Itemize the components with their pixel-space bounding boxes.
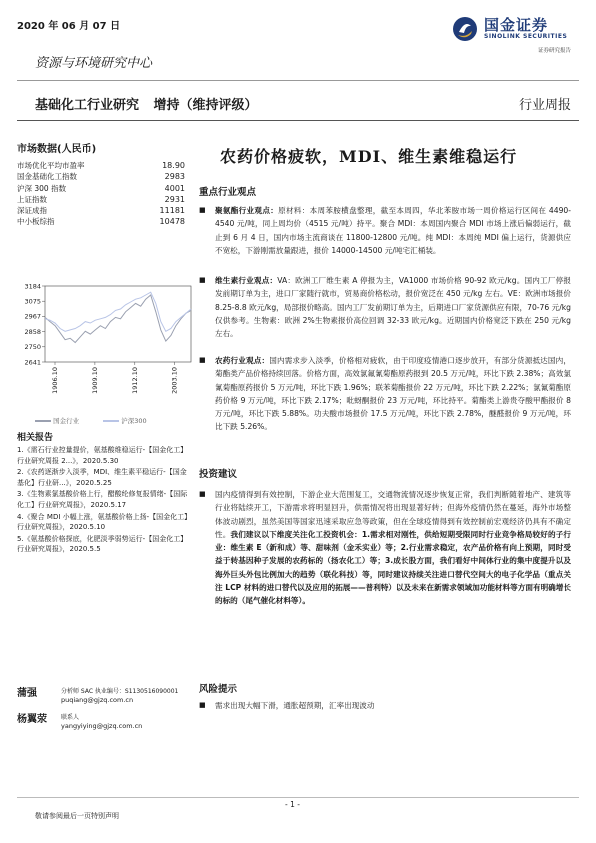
related-report-item[interactable]: 2.《农药逐渐步入淡季，MDI、维生素平稳运行-【国金基化】行业研...》，2020.5.25 (17, 468, 187, 487)
market-data-label: 中小板综指 (17, 217, 55, 227)
brand-subtitle: 证券研究报告 (538, 48, 572, 54)
bullet-icon: ■ (199, 206, 206, 214)
market-data-value: 10478 (159, 217, 185, 227)
paragraph-body: VA：欧洲工厂维生素 A 停报为主，VA1000 市场价格 90-92 欧元/kg。国内工厂停报发前期订单为主，进口厂家随行就市，贸易商价格松动，报价宽泛在 450 元/kg 左右。VE：欧洲市场报价 8.25-8.8 欧元/kg，局部报价略高。国内工厂发前期订单为主，后期进口厂家货源供应有限，70-76 元/kg 仅供参考。生物素：欧洲 2%生物素报价高位回调 32-33 欧元/kg。近期国内价格宽泛下跌在 250 元/kg 左右。 (215, 276, 571, 339)
market-data-title: 市场数据(人民币) (17, 144, 97, 155)
related-report-item[interactable]: 5.《氨基酸价格探底，化肥淡季弱势运行-【国金化工】行业研究周报》，2020.5.5 (17, 534, 188, 554)
y-tick-label: 2967 (24, 312, 41, 321)
title-divider (17, 120, 579, 121)
paragraph-investment (199, 488, 571, 608)
paragraph-vitamin (199, 274, 571, 340)
analysts-panel (17, 684, 192, 730)
chart-legend (35, 416, 147, 425)
paragraph-heading: 农药行业观点： (215, 356, 270, 365)
paragraph-body: 需求出现大幅下滑，通胀超预期，汇率出现波动 (215, 701, 375, 710)
rating: 增持（维持评级） (153, 98, 258, 113)
analyst-1 (17, 684, 192, 704)
market-data-value: 18.90 (162, 161, 185, 170)
industry-rating (35, 94, 258, 113)
market-data-row (17, 183, 185, 194)
market-data-value: 2931 (164, 194, 185, 204)
y-tick-label: 3184 (24, 282, 41, 291)
market-data-value: 11181 (159, 206, 185, 216)
bullet-icon: ■ (199, 356, 206, 364)
section-key-views: 重点行业观点 (199, 187, 257, 198)
related-reports-list (17, 445, 192, 556)
legend-industry: 国金行业 (53, 417, 80, 425)
report-title: 农药价格疲软，MDI、维生素维稳运行 (220, 147, 518, 166)
paragraph-emphasis: 我们建议以下维度关注化工投资机会：1.需求相对刚性，供给短期受限同时行业竞争格局较好的子行业：维生素 E（新和成）等、甜味剂（金禾实业）等；2.行业需求稳定，农产品价格有向上预期，同时受益于转基因种子发展的农药标的（扬农化工）等；3.成长股方面，我们看好中间体行业的集中度提升以及海外巨头外包比例加大的趋势（联化科技）等，同时建议持续关注进口替代空间大的电子化学品（重点关注 LCP 材料的进口替代以及应用的拓展——普利特）以及未来在新需求领域加功能材料等方面有明确增长的标的（尾气催化材料等）。 (215, 529, 572, 606)
y-tick-label: 2750 (24, 343, 41, 352)
related-report-item[interactable]: 1.《需石行业控量提价，氨基酸维稳运行-【国金化工】行业研究周报 2...》，2020.5.30 (17, 446, 188, 465)
bullet-icon: ■ (199, 276, 206, 284)
legend-swatch-industry (35, 420, 51, 422)
analyst-email[interactable]: puqiang@gjzq.com.cn (61, 696, 134, 704)
market-data-row (17, 205, 185, 216)
market-data-row (17, 194, 185, 205)
series-line-2 (45, 292, 191, 331)
related-report-item[interactable]: 4.《聚合 MDI 小幅上涨，氨基酸价格上扬-【国金化工】行业研究周报》，2020.5.10 (17, 512, 192, 532)
brand-name-en: SINOLINK SECURITIES (484, 33, 568, 40)
sinolink-logo-icon (452, 16, 478, 42)
market-data-panel (17, 140, 185, 228)
analyst-name: 蒲强 (17, 688, 37, 699)
market-data-row (17, 171, 185, 182)
chart-frame (45, 286, 191, 362)
bullet-icon: ■ (199, 701, 206, 709)
disclaimer: 敬请参阅最后一页特别声明 (35, 812, 119, 820)
paragraph-heading: 维生素行业观点： (215, 276, 278, 285)
paragraph-risk (199, 699, 571, 712)
paragraph-polyurethane (199, 204, 571, 257)
market-data-label: 深证成指 (17, 206, 47, 216)
paragraph-body: 国内疫情得到有效控制，下游企业大范围复工，交通物流情况逐步恢复正常，我们判断随着地产、建筑等行业将陆续开工，下游需求将明显回升，供需情况将出现显著好转；但海外疫情仍然在蔓延，海外市场整体波动剧烈，虽然美国等国家迅速采取应急等政策，但在全球疫情得到有效控制前宏观经济仍具有不确定性。 (215, 490, 571, 539)
x-tick-label: 2003.10 (170, 367, 179, 394)
x-tick-label: 1906.10 (51, 367, 59, 394)
footer-divider (17, 797, 579, 798)
paragraph-body: 原材料：本周苯胺横盘整理，截至本周四，华北苯胺市场一周价格运行区间在 4490-4540 元/吨，同上周均价（4515 元/吨）持平。聚合 MDI：本周国内聚合 MDI 市场上涨后偏弱运行，截止到 6 月 4 日，国内市场主流商谈在 11800-12800 元/吨。纯 MDI：本周纯 MDI 偏上运行，货源供应不宽松，下游刚需放量跟进，报价 14000-14500 元/吨宅汇桶装。 (215, 206, 571, 255)
index-line-chart (17, 280, 197, 410)
analyst-meta: 分析师 SAC 执业编号：S1130516090001 (61, 688, 179, 695)
analyst-name: 杨翼荥 (17, 714, 47, 725)
header-divider (17, 80, 579, 81)
market-data-label: 市场优化平均市盈率 (17, 161, 85, 170)
analyst-2 (17, 710, 192, 730)
market-data-label: 沪深 300 指数 (17, 183, 67, 193)
research-center: 资源与环境研究中心 (35, 56, 153, 71)
paragraph-pesticide (199, 354, 571, 434)
report-date: 2020 年 06 月 07 日 (17, 21, 121, 32)
legend-hs300: 沪深300 (121, 417, 147, 425)
analyst-email[interactable]: yangyiying@gjzq.com.cn (61, 722, 143, 730)
brand-logo (452, 10, 582, 58)
paragraph-heading: 聚氨酯行业观点： (215, 206, 279, 215)
market-data-row (17, 160, 185, 171)
section-risk: 风险提示 (199, 684, 238, 695)
y-tick-label: 2858 (24, 327, 41, 336)
y-tick-label: 3075 (24, 297, 41, 306)
market-data-label: 上证指数 (17, 194, 47, 204)
market-data-row (17, 216, 185, 227)
related-report-item[interactable]: 3.《生物素氯基酸价格上行，醋酸纶修复报情绪-【国际化工】行业研究周报》，2020.5.17 (17, 490, 188, 509)
analyst-meta: 联系人 (61, 714, 80, 721)
brand-name-cn: 国金证券 (484, 16, 549, 34)
related-reports-title: 相关报告 (17, 433, 54, 443)
market-data-label: 国金基础化工指数 (17, 172, 77, 182)
x-tick-label: 1912.10 (130, 367, 139, 394)
series-line-1 (45, 295, 191, 343)
legend-swatch-hs300 (103, 420, 119, 422)
section-investment: 投资建议 (199, 469, 238, 480)
y-tick-label: 2641 (24, 358, 41, 367)
industry-title: 基础化工行业研究 (35, 98, 140, 113)
market-data-value: 2983 (164, 172, 185, 182)
x-tick-label: 1909.10 (90, 367, 99, 394)
market-data-value: 4001 (164, 183, 185, 193)
report-type: 行业周报 (518, 98, 571, 113)
page-number: - 1 - (285, 800, 300, 809)
paragraph-body: 国内需求步入淡季，价格相对疲软，由于印度疫情港口逐步放开，有部分货源抵达国内，菊酯类产品价格持续回落。价格方面，高效氯氟氰菊酯原药报到 20.5 万元/吨，环比下跌 2.38%；高效氯氰菊酯原药报价 5 万元/吨，环比下跌 1.96%；联苯菊酯报价 22 万元/吨，环比下跌 2.22%；氯氰菊酯原药价格 9 万元/吨，环比下跌 2.17%；吡蚜酮报价 23 万元/吨，环比持平。菊酯类上游贵夺酸甲酯报价 8 万元/吨，环比下跌 5.88%。功夫酸市场报价 17.5 万元/吨，环比下跌 2.78%，醚醛报价 9 万元/吨，环比下跌 5.26%。 (215, 356, 572, 432)
bullet-icon: ■ (199, 490, 206, 498)
